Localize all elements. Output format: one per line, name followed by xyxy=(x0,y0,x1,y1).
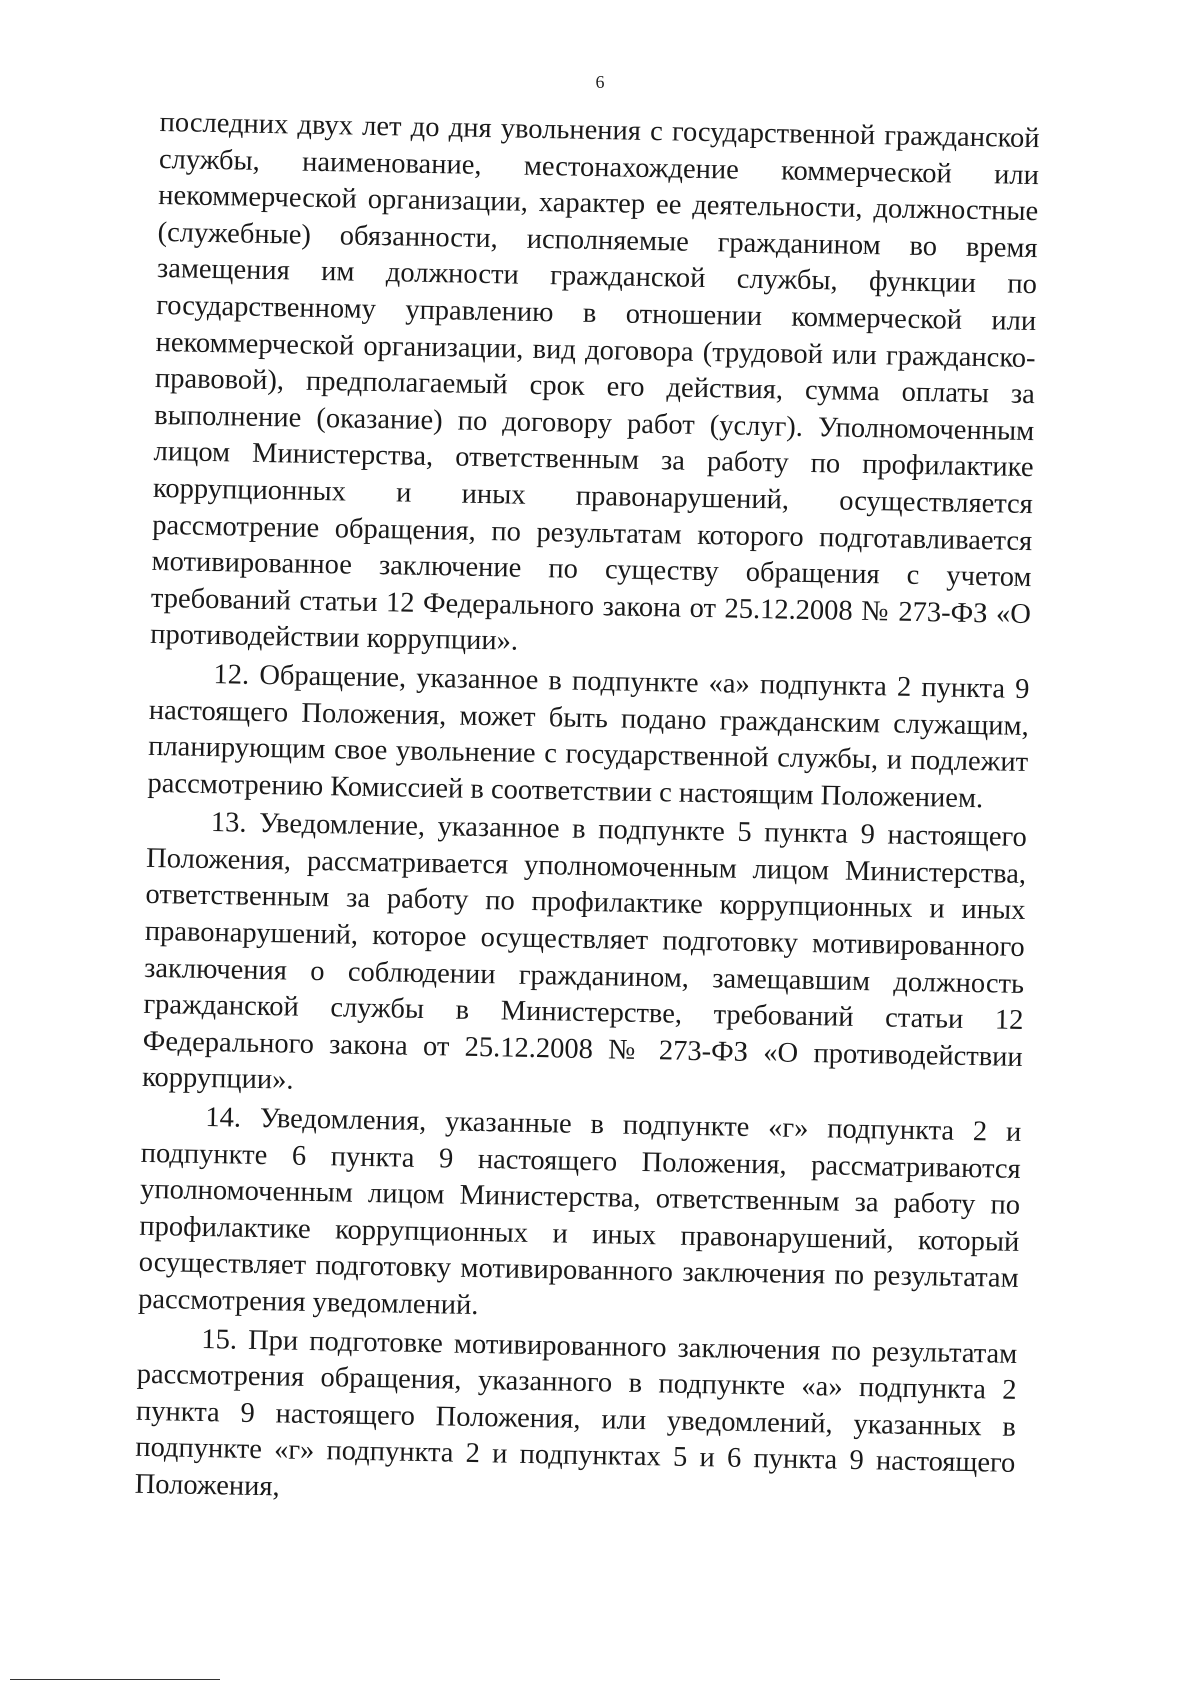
document-body xyxy=(134,105,1040,1521)
page-number: 6 xyxy=(595,72,605,92)
paragraph-13: 13. Уведомление, указанное в подпункте 5 пункта 9 настоящего Положения, рассматривается уполномоченным лицом Министерства, ответственным за работу по профилактике коррупционных и иных правонарушений, которое осуществляет подготовку мотивированного заключения о соблюдении гражданином, замещавшим должность гражданской службы в Министерстве, требований статьи 12 Федерального закона от 25.12.2008 № 273-ФЗ «О противодействии коррупции». xyxy=(141,807,1028,1097)
paragraph-14: 14. Уведомления, указанные в подпункте «г» подпункта 2 и подпункте 6 пункта 9 настоящего Положения, рассматриваются уполномоченным лицом Министерства, ответственным за работу по профилактике коррупционных и иных правонарушений, который осуществляет подготовку мотивированного заключения по результатам рассмотрения уведомлений. xyxy=(137,1102,1022,1322)
footer-rule xyxy=(10,1679,220,1680)
paragraph-continuation: последних двух лет до дня увольнения с государственной гражданской службы, наименование, местонахождение коммерческой или некоммерческой организации, характер ее деятельности, должностные (служебные) обязанности, исполняемые гражданином во время замещения им должности гражданской службы, функции по государственному управлению в отношении коммерческой или некоммерческой организации, вид договора (трудовой или гражданско-правовой), предполагаемый срок его действия, сумма оплаты за выполнение (оказание) по договору работ (услуг). Уполномоченным лицом Министерства, ответственным за работу по профилактике коррупционных и иных правонарушений, осуществляется рассмотрение обращения, по результатам которого подготавливается мотивированное заключение по существу обращения с учетом требований статьи 12 Федерального закона от 25.12.2008 № 273-ФЗ «О противодействии коррупции». xyxy=(150,106,1040,657)
paragraph-12: 12. Обращение, указанное в подпункте «а» подпункта 2 пункта 9 настоящего Положения, может быть подано гражданским служащим, планирующим свое увольнение с государственной службы, и подлежит рассмотрению Комиссией в соответствии с настоящим Положением. xyxy=(147,658,1030,814)
paragraph-15: 15. При подготовке мотивированного заключения по результатам рассмотрения обращения, указанного в подпункте «а» подпункта 2 пункта 9 настоящего Положения, или уведомлений, указанных в подпункте «г» подпункта 2 и подпунктах 5 и 6 пункта 9 настоящего Положения, xyxy=(134,1323,1018,1503)
